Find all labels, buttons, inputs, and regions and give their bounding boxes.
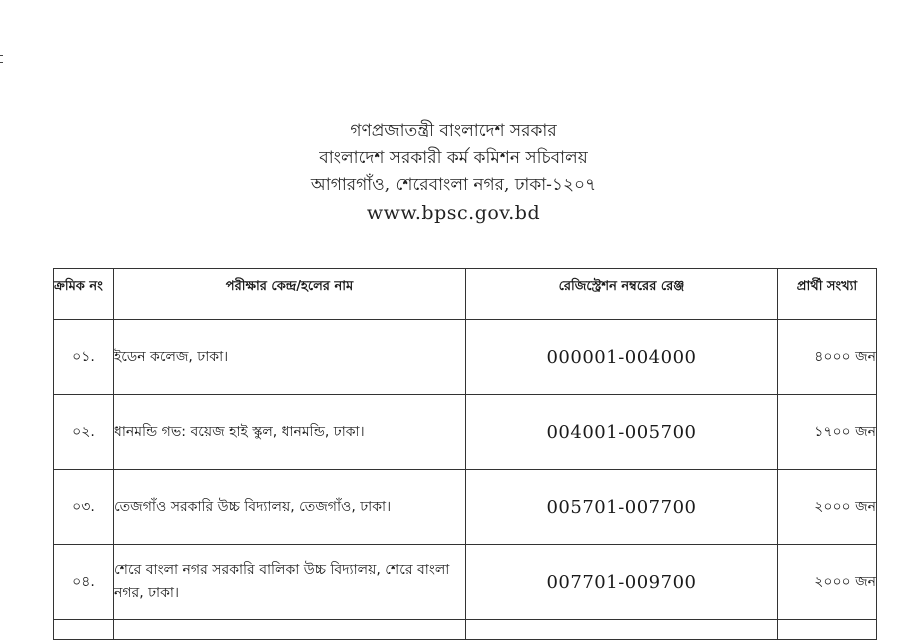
header-range: রেজিস্ট্রেশন নম্বরের রেঞ্জ — [466, 269, 778, 320]
govt-title: গণপ্রজাতন্ত্রী বাংলাদেশ সরকার — [350, 121, 557, 141]
row-count: ২০০০ জন — [778, 545, 877, 620]
row-range: 004001-005700 — [466, 395, 778, 470]
header-count: প্রার্থী সংখ্যা — [778, 269, 877, 320]
row-serial: ০৩. — [54, 470, 114, 545]
table-row — [54, 395, 877, 470]
row-range: 007701-009700 — [466, 545, 778, 620]
commission-title: বাংলাদেশ সরকারী কর্ম কমিশন সচিবালয় — [319, 148, 588, 168]
table-row — [54, 470, 877, 545]
row-centre: ইডেন কলেজ, ঢাকা। — [114, 320, 466, 395]
website-url: www.bpsc.gov.bd — [366, 202, 541, 224]
row-serial: ০১. — [54, 320, 114, 395]
table-row-partial — [54, 620, 877, 640]
header-serial: ক্রমিক নং — [54, 269, 114, 320]
exam-centre-table — [53, 268, 877, 640]
row-centre: শেরে বাংলা নগর সরকারি বালিকা উচ্চ বিদ্যালয়, শেরে বাংলা নগর, ঢাকা। — [114, 545, 466, 620]
row-range: 000001-004000 — [466, 320, 778, 395]
table-row — [54, 320, 877, 395]
row-range: 005701-007700 — [466, 470, 778, 545]
header-centre: পরীক্ষার কেন্দ্র/হলের নাম — [114, 269, 466, 320]
row-serial: ০৪. — [54, 545, 114, 620]
scan-mark — [0, 55, 3, 71]
row-serial: ০২. — [54, 395, 114, 470]
table-row — [54, 545, 877, 620]
row-count: ২০০০ জন — [778, 470, 877, 545]
row-count: ১৭০০ জন — [778, 395, 877, 470]
row-centre: তেজগাঁও সরকারি উচ্চ বিদ্যালয়, তেজগাঁও, ঢাকা। — [114, 470, 466, 545]
row-centre: ধানমন্ডি গভ: বয়েজ হাই স্কুল, ধানমন্ডি, ঢাকা। — [114, 395, 466, 470]
address-line: আগারগাঁও, শেরেবাংলা নগর, ঢাকা-১২০৭ — [310, 175, 597, 195]
row-count: ৪০০০ জন — [778, 320, 877, 395]
document-header — [0, 118, 907, 227]
table-header-row — [54, 269, 877, 320]
